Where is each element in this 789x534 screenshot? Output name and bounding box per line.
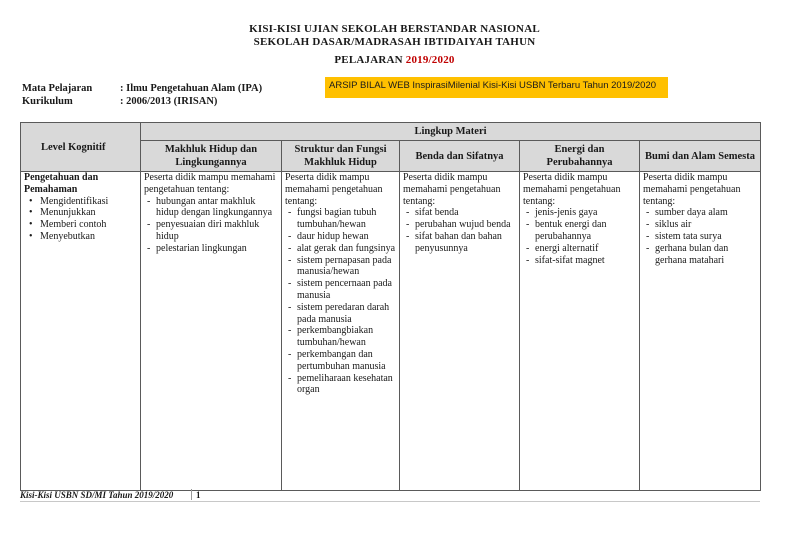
subject-label: Mata Pelajaran	[22, 83, 93, 94]
material-cell	[640, 172, 761, 491]
list-item: - siklus air	[655, 219, 757, 231]
cell-intro: Peserta didik mampu memahami pengetahuan tentang:	[523, 172, 621, 207]
column-header: Bumi dan Alam Semesta	[640, 141, 761, 172]
archive-banner: ARSIP BILAL WEB InspirasiMilenial Kisi-Kisi USBN Terbaru Tahun 2019/2020	[325, 77, 668, 98]
cell-list	[523, 207, 636, 266]
column-header: Energi dan Perubahannya	[520, 141, 640, 172]
list-item: • Memberi contoh	[40, 219, 137, 231]
footer-divider	[191, 489, 192, 500]
title-year: 2019/2020	[405, 54, 455, 66]
scope-header: Lingkup Materi	[141, 123, 761, 141]
subject-value: : Ilmu Pengetahuan Alam (IPA)	[120, 83, 263, 94]
cell-list	[403, 207, 516, 254]
page-number: 1	[196, 490, 201, 500]
list-item: - sistem tata surya	[655, 231, 757, 243]
column-header: Makhluk Hidup dan Lingkungannya	[141, 141, 282, 172]
document-title-line-2: SEKOLAH DASAR/MADRASAH IBTIDAIYAH TAHUN	[253, 36, 536, 48]
level-title: Pengetahuan dan Pemahaman	[24, 172, 99, 195]
cell-list	[144, 196, 278, 255]
list-item: - daur hidup hewan	[297, 231, 396, 243]
list-item: - bentuk energi dan perubahannya	[535, 219, 636, 243]
list-item: • Menyebutkan	[40, 231, 137, 243]
material-cell	[400, 172, 520, 491]
list-item: - hubungan antar makhluk hidup dengan lingkungannya	[156, 196, 278, 220]
level-header: Level Kognitif	[21, 123, 141, 172]
material-cell	[520, 172, 640, 491]
list-item: - jenis-jenis gaya	[535, 207, 636, 219]
level-list	[24, 196, 137, 243]
list-item: - sifat benda	[415, 207, 516, 219]
list-item: - perkembangbiakan tumbuhan/hewan	[297, 325, 396, 349]
curriculum-value: : 2006/2013 (IRISAN)	[120, 96, 218, 107]
level-cell	[21, 172, 141, 491]
document-title-line-3	[0, 54, 789, 67]
material-cell	[282, 172, 400, 491]
list-item: - penyesuaian diri makhluk hidup	[156, 219, 278, 243]
footer-rule	[20, 501, 760, 502]
curriculum-row	[22, 96, 217, 108]
column-header: Struktur dan Fungsi Makhluk Hidup	[282, 141, 400, 172]
cell-list	[643, 207, 757, 266]
list-item: - fungsi bagian tubuh tumbuhan/hewan	[297, 207, 396, 231]
cell-intro: Peserta didik mampu memahami pengetahuan tentang:	[403, 172, 501, 207]
list-item: - sistem pencernaan pada manusia	[297, 278, 396, 302]
list-item: • Menunjukkan	[40, 207, 137, 219]
subject-row	[22, 83, 262, 95]
kisi-kisi-table	[20, 122, 761, 491]
cell-intro: Peserta didik mampu memahami pengetahuan tentang:	[285, 172, 383, 207]
document-title-line-1: KISI-KISI UJIAN SEKOLAH BERSTANDAR NASIONAL	[249, 23, 540, 35]
curriculum-label: Kurikulum	[22, 96, 73, 107]
list-item: - sifat-sifat magnet	[535, 255, 636, 267]
material-cell	[141, 172, 282, 491]
list-item: - perubahan wujud benda	[415, 219, 516, 231]
title-prefix: PELAJARAN	[334, 54, 406, 66]
list-item: • Mengidentifikasi	[40, 196, 137, 208]
footer-text: Kisi-Kisi USBN SD/MI Tahun 2019/2020	[20, 490, 174, 500]
list-item: - alat gerak dan fungsinya	[297, 243, 396, 255]
list-item: - pemeliharaan kesehatan organ	[297, 373, 396, 397]
list-item: - sifat bahan dan bahan penyusunnya	[415, 231, 516, 255]
list-item: - gerhana bulan dan gerhana matahari	[655, 243, 757, 267]
list-item: - pelestarian lingkungan	[156, 243, 278, 255]
list-item: - sumber daya alam	[655, 207, 757, 219]
list-item: - perkembangan dan pertumbuhan manusia	[297, 349, 396, 373]
list-item: - sistem peredaran darah pada manusia	[297, 302, 396, 326]
list-item: - energi alternatif	[535, 243, 636, 255]
list-item: - sistem pernapasan pada manusia/hewan	[297, 255, 396, 279]
cell-list	[285, 207, 396, 396]
column-header: Benda dan Sifatnya	[400, 141, 520, 172]
cell-intro: Peserta didik mampu memahami pengetahuan tentang:	[643, 172, 741, 207]
cell-intro: Peserta didik mampu memahami pengetahuan tentang:	[144, 172, 276, 195]
